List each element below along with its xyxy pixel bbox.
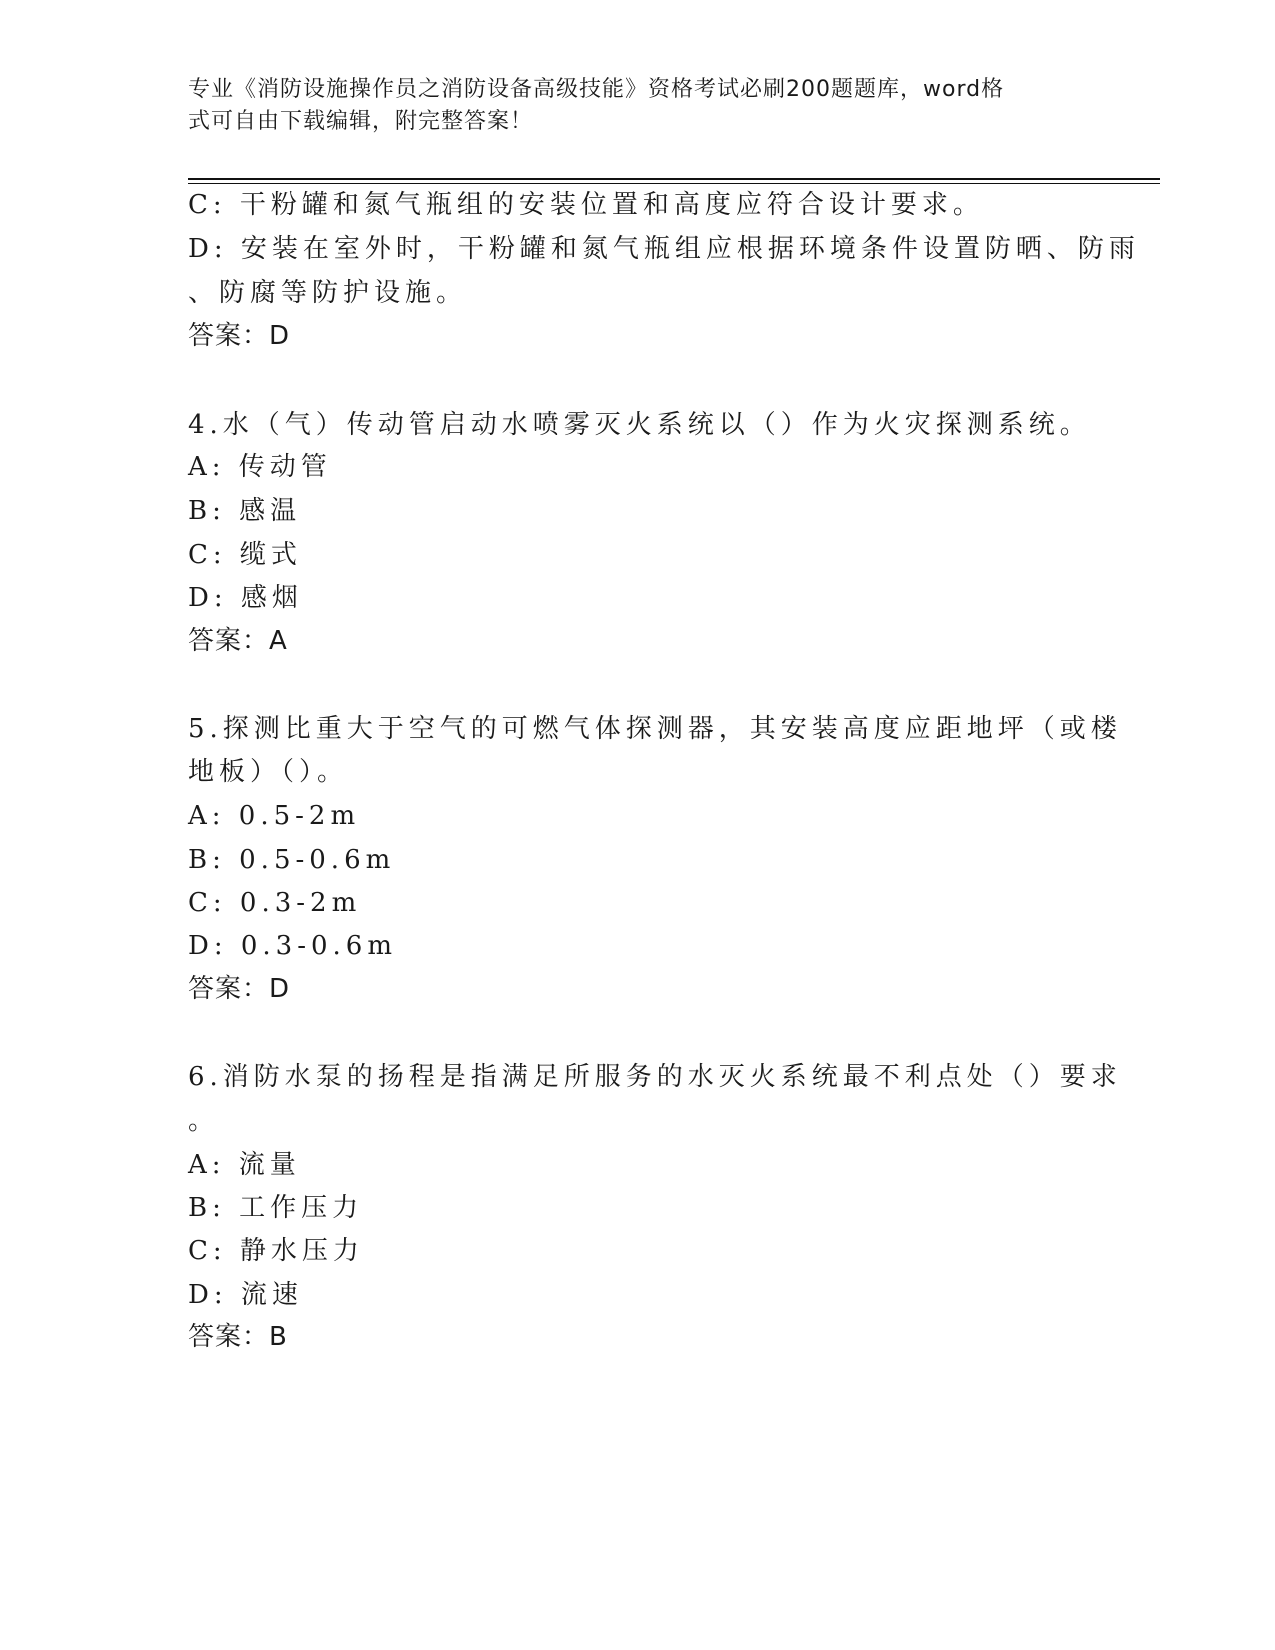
header-divider-thin [188,183,1160,184]
q6-option-d: D: 流速 [188,1280,303,1310]
q3-option-d-line2: 、防腐等防护设施。 [188,278,468,308]
q5-stem-line2: 地板）（）。 [188,757,349,787]
q5-option-d: D: 0.3-0.6m [188,931,398,961]
q4-option-c: C: 缆式 [188,540,302,570]
header-divider-thick [188,178,1160,180]
header-line-2: 式可自由下载编辑，附完整答案！ [188,109,534,134]
q4-option-d: D: 感烟 [188,583,303,613]
q6-answer: 答案：B [188,1322,288,1352]
q6-stem-line2: 。 [188,1106,220,1136]
document-header [188,74,1068,138]
q4-option-a: A: 传动管 [188,452,332,482]
q5-option-c: C: 0.3-2m [188,888,362,918]
q4-option-b: B: 感温 [188,496,302,526]
header-line-1: 专业《消防设施操作员之消防设备高级技能》资格考试必刷200题题库，word格 [188,77,1005,102]
q6-option-c: C: 静水压力 [188,1236,364,1266]
q6-option-a: A: 流量 [188,1150,301,1180]
q3-option-d-line1: D: 安装在室外时，干粉罐和氮气瓶组应根据环境条件设置防晒、防雨 [188,234,1140,264]
q5-option-a: A: 0.5-2m [188,801,361,831]
q3-option-c: C: 干粉罐和氮气瓶组的安装位置和高度应符合设计要求。 [188,190,984,220]
q5-option-b: B: 0.5-0.6m [188,845,396,875]
q3-answer: 答案：D [188,321,291,351]
q5-stem-line1: 5.探测比重大于空气的可燃气体探测器，其安装高度应距地坪（或楼 [188,714,1122,744]
q5-answer: 答案：D [188,974,291,1004]
q6-option-b: B: 工作压力 [188,1193,364,1223]
q6-stem-line1: 6.消防水泵的扬程是指满足所服务的水灭火系统最不利点处（）要求 [188,1062,1122,1092]
q4-answer: 答案：A [188,626,288,656]
q4-stem: 4.水（气）传动管启动水喷雾灭火系统以（）作为火灾探测系统。 [188,410,1091,440]
